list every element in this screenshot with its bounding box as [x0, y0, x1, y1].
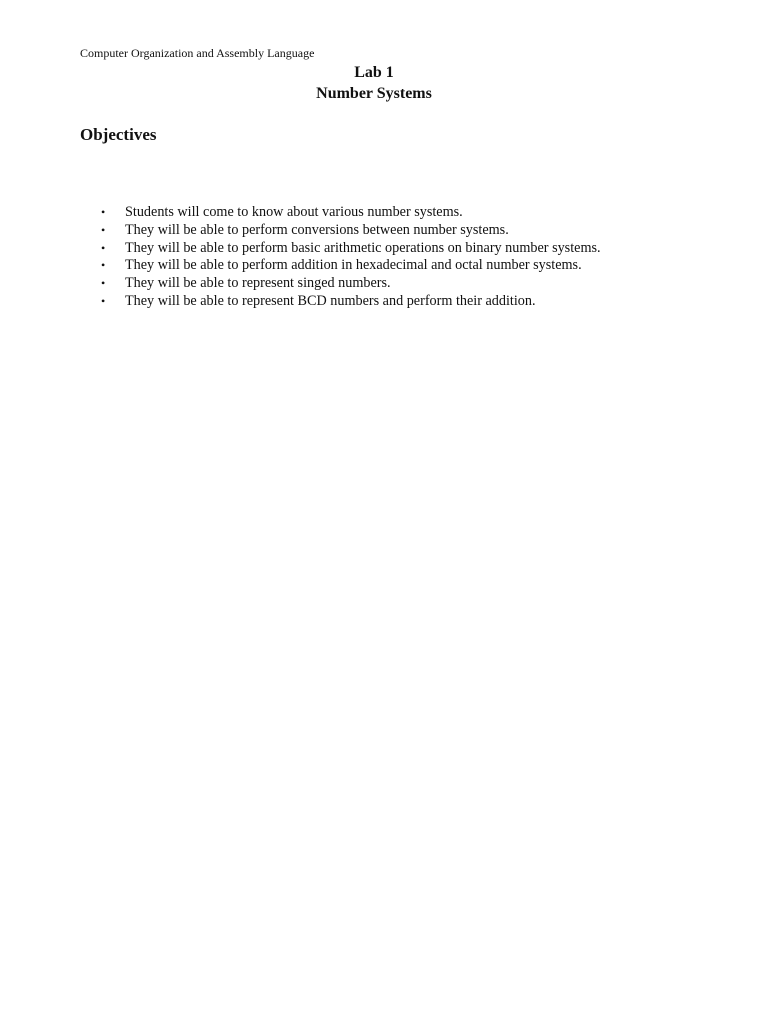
objective-text: They will be able to perform basic arithmetic operations on binary number systems. — [125, 239, 601, 256]
bullet-icon: • — [101, 222, 106, 237]
objectives-list — [80, 204, 601, 311]
lab-number: Lab 1 — [354, 64, 394, 81]
objective-text: They will be able to represent BCD numbers and perform their addition. — [125, 292, 536, 309]
list-item — [80, 275, 601, 293]
list-item — [80, 222, 601, 240]
bullet-icon: • — [101, 240, 106, 255]
objective-text: They will be able to perform conversions between number systems. — [125, 221, 509, 238]
lab-title: Number Systems — [316, 85, 432, 102]
bullet-icon: • — [101, 276, 106, 291]
objective-text: They will be able to perform addition in hexadecimal and octal number systems. — [125, 257, 582, 274]
bullet-icon: • — [101, 258, 106, 273]
list-item — [80, 293, 601, 311]
list-item — [80, 240, 601, 258]
running-header: Computer Organization and Assembly Language — [80, 46, 315, 60]
objectives-heading: Objectives — [80, 125, 157, 144]
objective-text: They will be able to represent singed numbers. — [125, 275, 391, 292]
bullet-icon: • — [101, 293, 106, 308]
bullet-icon: • — [101, 205, 106, 219]
list-item — [80, 204, 601, 222]
list-item — [80, 257, 601, 275]
objective-text: Students will come to know about various number systems. — [125, 204, 463, 220]
